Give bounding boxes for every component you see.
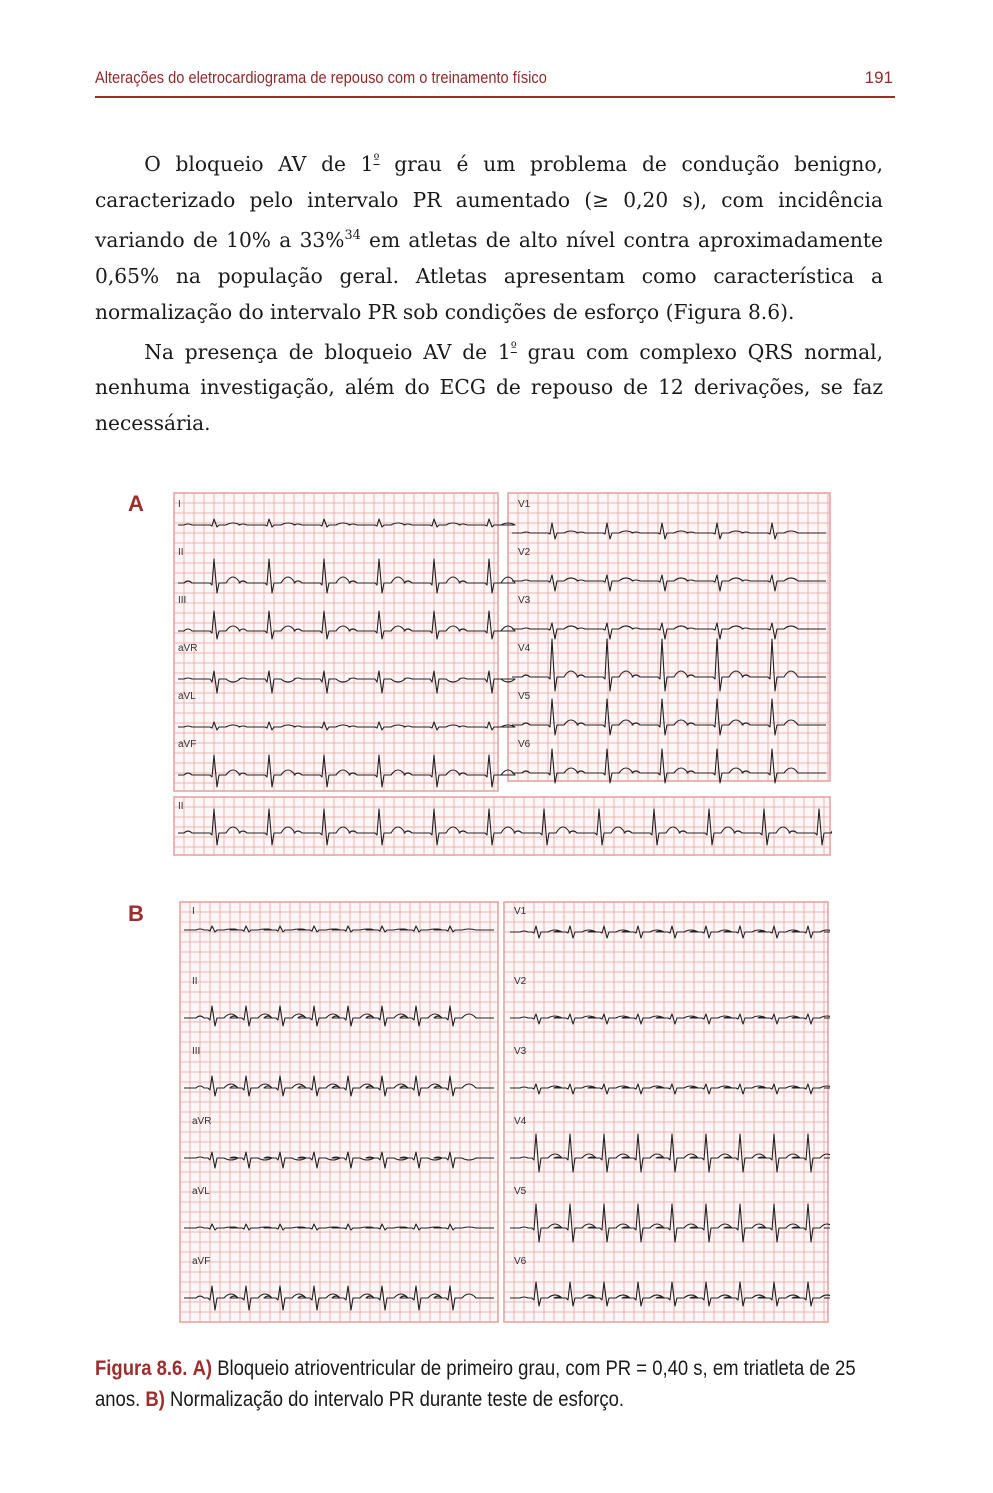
panel-b-label: B	[128, 901, 144, 926]
caption-a-marker: A)	[192, 1357, 213, 1380]
running-title: Alterações do eletrocardiograma de repouso com o treinamento físico	[95, 68, 547, 87]
caption-figure-ref: Figura 8.6.	[95, 1357, 188, 1380]
ecg-a-label-rhythm: II	[178, 801, 184, 812]
ecg-panel-b	[178, 900, 830, 1324]
body-text	[95, 142, 883, 441]
citation-ref: 34	[344, 227, 361, 243]
ecg-b-label-aVF: aVF	[192, 1256, 211, 1267]
ecg-b-limb-grid	[180, 902, 498, 1322]
ecg-b-label-V4: V4	[514, 1116, 527, 1127]
ecg-b-label-I: I	[192, 906, 195, 917]
paragraph-1-part-a: O bloqueio AV de 1	[144, 151, 374, 176]
ecg-b-label-III: III	[192, 1046, 201, 1057]
paragraph-1-part-c: em atletas de alto nível contra aproximadamente 0,65% na população geral. Atletas apresentam como característica a normalização do intervalo PR sob condições de esforço (Figura 8.6).	[95, 227, 883, 324]
ecg-b-label-V1: V1	[514, 906, 527, 917]
ecg-panel-b-svg	[178, 900, 830, 1324]
ecg-a-label-aVL: aVL	[178, 691, 196, 702]
ordinal-mark: º	[373, 152, 380, 167]
ecg-b-label-aVL: aVL	[192, 1186, 210, 1197]
panel-a-label: A	[128, 491, 144, 516]
caption-b-text: Normalização do intervalo PR durante teste de esforço.	[164, 1388, 625, 1411]
page-number: 191	[864, 68, 893, 87]
ecg-a-label-V3: V3	[518, 595, 531, 606]
ecg-a-rhythm-grid	[174, 797, 830, 855]
ecg-a-label-II: II	[178, 547, 184, 558]
running-header	[95, 66, 895, 98]
ecg-b-label-aVR: aVR	[192, 1116, 212, 1127]
ecg-panel-a-svg	[172, 491, 832, 857]
ecg-a-label-III: III	[178, 595, 187, 606]
paragraph-2-part-b: grau com complexo QRS normal, nenhuma investigação, além do ECG de repouso de 12 derivações, se faz necessária.	[95, 339, 884, 436]
ecg-a-label-aVF: aVF	[178, 739, 197, 750]
caption-b-marker: B)	[145, 1388, 165, 1411]
figure-caption	[95, 1353, 895, 1415]
ecg-a-limb-grid	[174, 493, 498, 791]
ecg-a-label-aVR: aVR	[178, 643, 198, 654]
ecg-a-label-I: I	[178, 499, 181, 510]
ecg-a-label-V4: V4	[518, 643, 531, 654]
ecg-b-label-V6: V6	[514, 1256, 527, 1267]
caption-a-text: Bloqueio atrioventricular de primeiro grau, com PR = 0,40 s, em triatleta de 25 anos.	[95, 1357, 856, 1411]
paragraph-1	[95, 142, 883, 330]
ecg-b-label-II: II	[192, 976, 198, 987]
ordinal-mark: º	[510, 339, 517, 355]
ecg-panel-a	[172, 491, 832, 857]
ecg-a-label-V2: V2	[518, 547, 531, 558]
ecg-a-label-V5: V5	[518, 691, 531, 702]
paragraph-1-part-b: grau é um problema de condução benigno, caracterizado pelo intervalo PR aumentado (≥ 0,20 s), com incidência variando de 10% a 33%	[95, 151, 884, 252]
ecg-b-label-V3: V3	[514, 1046, 527, 1057]
ecg-b-label-V5: V5	[514, 1186, 527, 1197]
ecg-a-label-V1: V1	[518, 499, 531, 510]
ecg-a-label-V6: V6	[518, 739, 531, 750]
ecg-b-chest-grid	[504, 902, 828, 1322]
ecg-b-label-V2: V2	[514, 976, 527, 987]
paragraph-2-part-a: Na presença de bloqueio AV de 1	[144, 339, 511, 364]
paragraph-2	[95, 330, 883, 442]
